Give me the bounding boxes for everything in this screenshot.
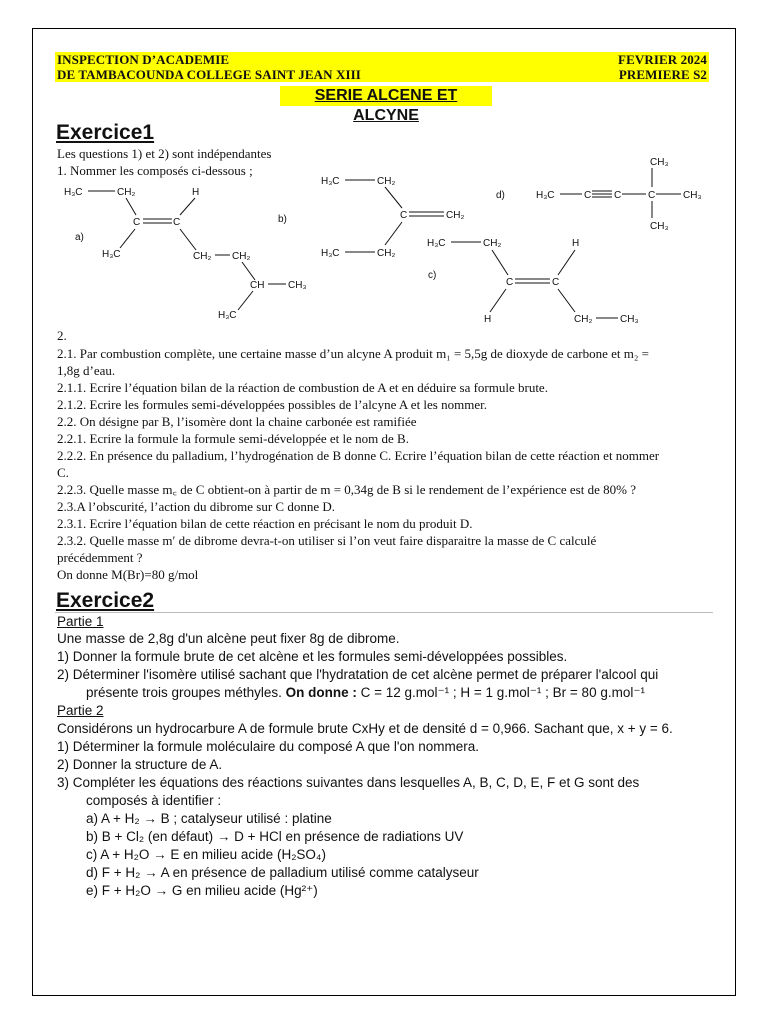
text: présente trois groupes méthyles. xyxy=(86,685,286,700)
atom: C xyxy=(506,277,514,288)
reaction-item: c) A + H₂O → E en milieu acide (H₂SO₄) xyxy=(86,847,326,862)
atom: CH₂ xyxy=(377,248,396,259)
atom: C xyxy=(648,190,656,201)
partie-1-item: 1) Donner la formule brute de cet alcène et les formules semi-développées possibles. xyxy=(57,649,568,664)
atom: C xyxy=(400,210,408,221)
ex1-line: 2.2.3. Quelle masse m꜀ de C obtient-on à partir de m = 0,34g de B si le rendement de l’expérience est de 80% ? xyxy=(57,482,636,497)
atom: CH₃ xyxy=(620,314,639,325)
atom: CH₂ xyxy=(377,176,396,187)
atom: H xyxy=(484,314,492,325)
ex1-line: 1,8g d’eau. xyxy=(57,363,116,378)
atom: H₃C xyxy=(218,310,237,321)
molecule-d-label: d) xyxy=(496,190,505,201)
partie-2-item: 1) Déterminer la formule moléculaire du composé A que l'on nommera. xyxy=(57,739,480,754)
ex1-intro: Les questions 1) et 2) sont indépendantes xyxy=(57,146,272,161)
school-name: DE TAMBACOUNDA COLLEGE SAINT JEAN XIII xyxy=(57,67,361,82)
exercise-1-title: Exercice1 xyxy=(56,121,155,144)
partie-2-intro: Considérons un hydrocarbure A de formule brute CxHy et de densité d = 0,966. Sachant que, x + y = 6. xyxy=(57,721,673,736)
partie-1-heading: Partie 1 xyxy=(57,614,104,629)
atom: C xyxy=(614,190,622,201)
atom: H xyxy=(192,187,200,198)
given-values: C = 12 g.mol⁻¹ ; H = 1 g.mol⁻¹ ; Br = 80 g.mol⁻¹ xyxy=(360,685,645,700)
atom: CH₃ xyxy=(650,157,669,168)
class-level: PREMIERE S2 xyxy=(618,67,707,82)
molecule-structures xyxy=(0,0,768,340)
molecule-b-label: b) xyxy=(278,214,287,225)
molecule-a-label: a) xyxy=(75,232,84,243)
partie-1-item: 2) Déterminer l'isomère utilisé sachant que l'hydratation de cet alcène permet de préparer l'alcool qui xyxy=(57,667,659,682)
atom: H xyxy=(572,238,580,249)
atom: CH₃ xyxy=(683,190,702,201)
atom: CH₂ xyxy=(117,187,136,198)
divider xyxy=(55,612,713,613)
atom: CH₃ xyxy=(288,280,307,291)
atom: C xyxy=(173,217,181,228)
ex1-line: 2.1.1. Ecrire l’équation bilan de la réaction de combustion de A et en déduire sa formule brute. xyxy=(57,380,548,395)
atom: H₃C xyxy=(427,238,446,249)
atom: CH₂ xyxy=(232,251,251,262)
partie-1-item-cont xyxy=(86,684,645,701)
atom: CH₂ xyxy=(193,251,212,262)
atom: C xyxy=(133,217,141,228)
ex1-line: 2.2.2. En présence du palladium, l’hydrogénation de B donne C. Ecrire l’équation bilan de cette réaction et nommer xyxy=(57,448,660,463)
atom: CH₂ xyxy=(446,210,465,221)
ex1-question-1: 1. Nommer les composés ci-dessous ; xyxy=(57,163,253,178)
series-title: SERIE ALCENE ET ALCYNE xyxy=(280,86,492,106)
atom: H₃C xyxy=(321,248,340,259)
ex1-line: 2.2. On désigne par B, l’isomère dont la chaine carbonée est ramifiée xyxy=(57,414,417,429)
molecule-c-label: c) xyxy=(428,270,437,281)
ex1-line: 2.3.A l’obscurité, l’action du dibrome sur C donne D. xyxy=(57,499,336,514)
atom: C xyxy=(584,190,592,201)
reaction-item: b) B + Cl₂ (en défaut) → D + HCl en présence de radiations UV xyxy=(86,829,464,844)
reaction-item: e) F + H₂O → G en milieu acide (Hg²⁺) xyxy=(86,883,318,898)
atom: H₃C xyxy=(321,176,340,187)
date: FEVRIER 2024 xyxy=(618,52,707,67)
partie-2-item: 2) Donner la structure de A. xyxy=(57,757,223,772)
partie-2-heading: Partie 2 xyxy=(57,703,104,718)
reaction-item: d) F + H₂ → A en présence de palladium utilisé comme catalyseur xyxy=(86,865,479,880)
exercise-2-title: Exercice2 xyxy=(56,589,155,612)
partie-2-item-cont: composés à identifier : xyxy=(86,793,222,808)
ex1-line: C. xyxy=(57,465,69,480)
ex1-line: 2.3.1. Ecrire l’équation bilan de cette réaction en précisant le nom du produit D. xyxy=(57,516,473,531)
ex1-given: On donne M(Br)=80 g/mol xyxy=(57,567,199,582)
atom: CH xyxy=(250,280,265,291)
ex1-line: précédemment ? xyxy=(57,550,143,565)
molecule-c xyxy=(427,238,639,325)
ex1-line: 2.3.2. Quelle masse m′ de dibrome devra-t-on utiliser si l’on veut faire disparaitre la masse de C calculé xyxy=(57,533,597,548)
partie-1-intro: Une masse de 2,8g d'un alcène peut fixer 8g de dibrome. xyxy=(57,631,400,646)
given-label: On donne : xyxy=(285,685,361,700)
molecule-d xyxy=(496,157,702,232)
academy-name: INSPECTION D’ACADEMIE xyxy=(57,52,230,67)
ex1-line: 2.1. Par combustion complète, une certaine masse d’un alcyne A produit m₁ = 5,5g de dioxyde de carbone et m₂ = xyxy=(57,346,649,361)
atom: H₃C xyxy=(102,249,121,260)
partie-2-item: 3) Compléter les équations des réactions suivantes dans lesquelles A, B, C, D, E, F et G sont des xyxy=(57,775,640,790)
atom: H₃C xyxy=(536,190,555,201)
atom: H₃C xyxy=(64,187,83,198)
atom: CH₂ xyxy=(483,238,502,249)
molecule-a xyxy=(64,187,307,321)
atom: CH₂ xyxy=(574,314,593,325)
ex1-line: 2.2.1. Ecrire la formule la formule semi-développée et le nom de B. xyxy=(57,431,409,446)
ex1-question-2-head: 2. xyxy=(57,328,67,343)
ex1-line: 2.1.2. Ecrire les formules semi-développées possibles de l’alcyne A et les nommer. xyxy=(57,397,487,412)
reaction-item: a) A + H₂ → B ; catalyseur utilisé : platine xyxy=(86,811,332,826)
atom: C xyxy=(552,277,560,288)
atom: CH₃ xyxy=(650,221,669,232)
